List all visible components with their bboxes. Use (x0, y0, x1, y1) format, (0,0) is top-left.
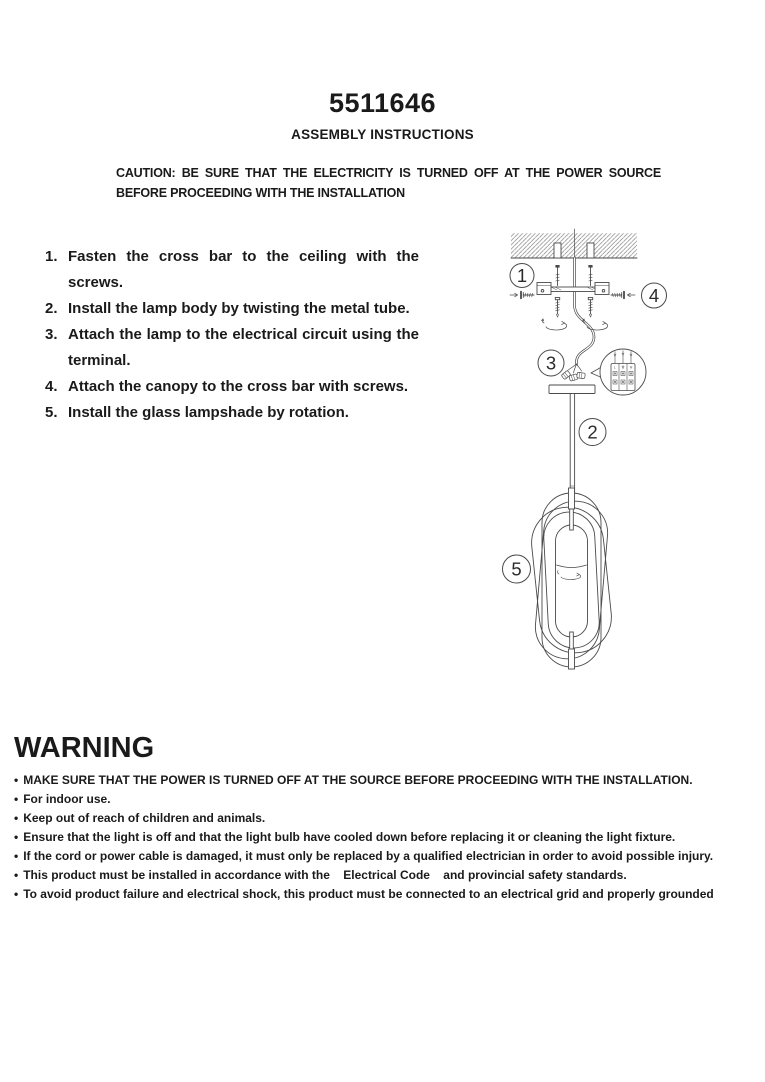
step-item-1 (45, 244, 419, 296)
bullet-marker: • (14, 887, 19, 901)
warning-item (14, 828, 753, 847)
step-item-4 (45, 374, 419, 400)
warning-item (14, 809, 753, 828)
ceiling-graphic (511, 229, 637, 258)
terminal-label-live: L (613, 365, 616, 370)
caution-text: CAUTION: BE SURE THAT THE ELECTRICITY IS TURNED OFF AT THE POWER SOURCE BEFORE PROCEEDING WITH THE INSTALLATION (116, 166, 661, 200)
power-cable-graphic (575, 258, 595, 364)
warning-item (14, 790, 753, 809)
warning-heading: WARNING (14, 732, 155, 764)
step-number: 1. (45, 248, 58, 265)
warning-text: For indoor use. (23, 792, 111, 806)
bar-screw-left-icon (555, 298, 559, 318)
svg-text:2: 2 (587, 421, 598, 443)
bullet-marker: • (14, 849, 19, 863)
warning-text: Keep out of reach of children and animals. (23, 811, 266, 825)
step-text: Install the glass lampshade by rotation. (68, 404, 349, 421)
glass-lampshade-graphic (556, 525, 588, 637)
terminal-detail-bubble (591, 349, 646, 395)
step-item-5 (45, 400, 419, 426)
step-text: Install the lamp body by twisting the metal tube. (68, 300, 410, 317)
callout-4 (642, 283, 667, 308)
svg-text:5: 5 (511, 558, 522, 580)
step-number: 3. (45, 326, 58, 343)
wire-connectors-graphic (561, 364, 585, 381)
callout-1 (510, 264, 534, 288)
warning-text: If the cord or power cable is damaged, it must only be replaced by a qualified electrician in order to avoid possible injury. (23, 849, 714, 863)
cross-bar-graphic (537, 283, 609, 295)
rotate-arrow-left-icon (542, 319, 567, 330)
warning-item (14, 847, 753, 866)
svg-text:1: 1 (516, 265, 528, 286)
warning-item (14, 866, 753, 885)
bullet-marker: • (14, 811, 19, 825)
step-text: Attach the lamp to the electrical circuit using the terminal. (68, 326, 419, 369)
warning-text: To avoid product failure and electrical shock, this product must be connected to an electrical grid and properly grounded (23, 887, 714, 901)
step-item-3 (45, 322, 419, 374)
callout-3 (538, 350, 564, 376)
warning-text: Ensure that the light is off and that the light bulb have cooled down before replacing it or cleaning the light fixture. (23, 830, 676, 844)
step-number: 4. (45, 378, 58, 395)
ceiling-screw-left-icon (555, 265, 559, 286)
terminal-label-neutral: N (630, 365, 633, 370)
warning-text: This product must be installed in accordance with the Electrical Code and provincial safety standards. (23, 868, 627, 882)
canopy-graphic (549, 385, 595, 394)
side-screw-left-icon (510, 292, 534, 299)
step-number: 5. (45, 404, 58, 421)
bullet-marker: • (14, 792, 19, 806)
warning-item (14, 771, 753, 790)
page-title: 5511646 (328, 88, 437, 118)
ceiling-screw-right-icon (588, 265, 592, 286)
page-subtitle: ASSEMBLY INSTRUCTIONS (291, 127, 474, 142)
side-screw-right-icon (611, 292, 635, 299)
callout-5 (503, 555, 531, 583)
bullet-marker: • (14, 830, 19, 844)
bullet-marker: • (14, 868, 19, 882)
bullet-marker: • (14, 773, 19, 787)
assembly-steps (45, 244, 419, 426)
step-item-2 (45, 296, 419, 322)
callout-2 (579, 419, 606, 446)
warning-text: MAKE SURE THAT THE POWER IS TURNED OFF AT THE SOURCE BEFORE PROCEEDING WITH THE INSTALLATION. (23, 773, 693, 787)
svg-text:4: 4 (648, 285, 660, 306)
bar-screw-right-icon (588, 298, 592, 318)
warning-item (14, 885, 753, 904)
step-number: 2. (45, 300, 58, 317)
assembly-diagram (489, 225, 689, 695)
svg-text:3: 3 (545, 352, 557, 374)
step-text: Attach the canopy to the cross bar with screws. (68, 378, 409, 395)
metal-tube-graphic (570, 394, 574, 493)
warning-section (14, 731, 753, 904)
step-text: Fasten the cross bar to the ceiling with the screws. (68, 248, 419, 291)
